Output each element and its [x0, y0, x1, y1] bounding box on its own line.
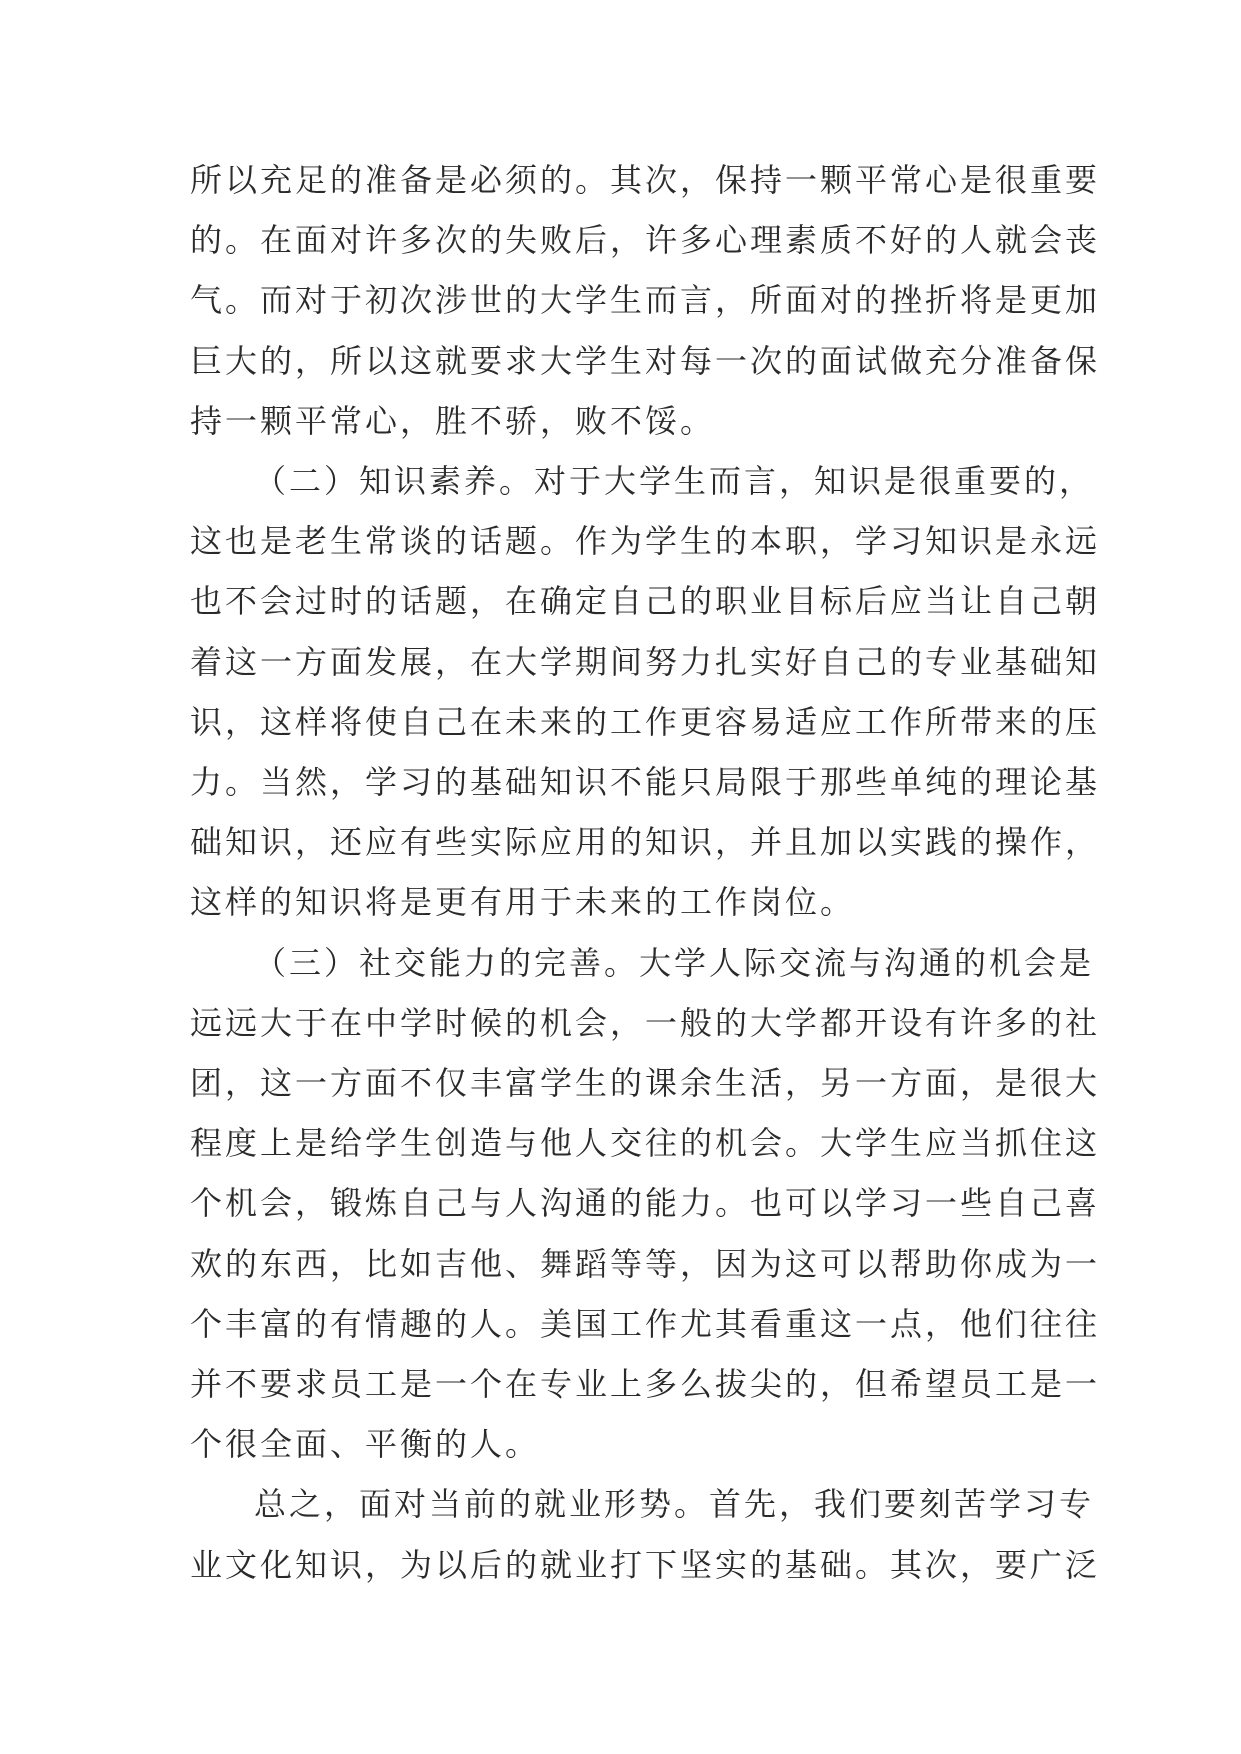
text-line: 业文化知识，为以后的就业打下坚实的基础。其次，要广泛 — [190, 1545, 1101, 1584]
text-line: 识，这样将使自己在未来的工作更容易适应工作所带来的压 — [190, 702, 1101, 741]
text-line: 力。当然，学习的基础知识不能只局限于那些单纯的理论基 — [190, 763, 1101, 802]
text-line: 欢的东西，比如吉他、舞蹈等等，因为这可以帮助你成为一 — [190, 1244, 1101, 1283]
text-line: 的。在面对许多次的失败后，许多心理素质不好的人就会丧 — [190, 221, 1101, 260]
text-line: 础知识，还应有些实际应用的知识，并且加以实践的操作， — [190, 823, 1101, 862]
text-line: 巨大的，所以这就要求大学生对每一次的面试做充分准备保 — [190, 341, 1101, 380]
text-line: 持一颗平常心，胜不骄，败不馁。 — [190, 401, 716, 440]
text-line: 个丰富的有情趣的人。美国工作尤其看重这一点，他们往往 — [190, 1304, 1101, 1343]
text-line: （二）知识素养。对于大学生而言，知识是很重要的， — [254, 462, 1095, 501]
text-line: 这也是老生常谈的话题。作为学生的本职，学习知识是永远 — [190, 522, 1101, 561]
text-line: 这样的知识将是更有用于未来的工作岗位。 — [190, 883, 856, 922]
text-line: 着这一方面发展，在大学期间努力扎实好自己的专业基础知 — [190, 642, 1101, 681]
text-line: 总之，面对当前的就业形势。首先，我们要刻苦学习专 — [254, 1485, 1095, 1524]
text-line: 远远大于在中学时候的机会，一般的大学都开设有许多的社 — [190, 1003, 1101, 1042]
paragraph-conclusion — [190, 1474, 1101, 1594]
text-line: （三）社交能力的完善。大学人际交流与沟通的机会是 — [254, 943, 1095, 982]
body-text — [190, 150, 1101, 1595]
text-line: 所以充足的准备是必须的。其次，保持一颗平常心是很重要 — [190, 161, 1101, 199]
paragraph-social — [190, 933, 1101, 1475]
text-line: 并不要求员工是一个在专业上多么拔尖的，但希望员工是一 — [190, 1365, 1101, 1404]
text-line: 也不会过时的话题，在确定自己的职业目标后应当让自己朝 — [190, 582, 1101, 621]
paragraph-knowledge — [190, 451, 1101, 933]
text-line: 个机会，锻炼自己与人沟通的能力。也可以学习一些自己喜 — [190, 1184, 1101, 1223]
paragraph-preparation — [190, 150, 1101, 451]
text-line: 程度上是给学生创造与他人交往的机会。大学生应当抓住这 — [190, 1124, 1101, 1163]
text-line: 气。而对于初次涉世的大学生而言，所面对的挫折将是更加 — [190, 281, 1101, 320]
text-line: 个很全面、平衡的人。 — [190, 1425, 541, 1464]
text-line: 团，这一方面不仅丰富学生的课余生活，另一方面，是很大 — [190, 1064, 1101, 1103]
